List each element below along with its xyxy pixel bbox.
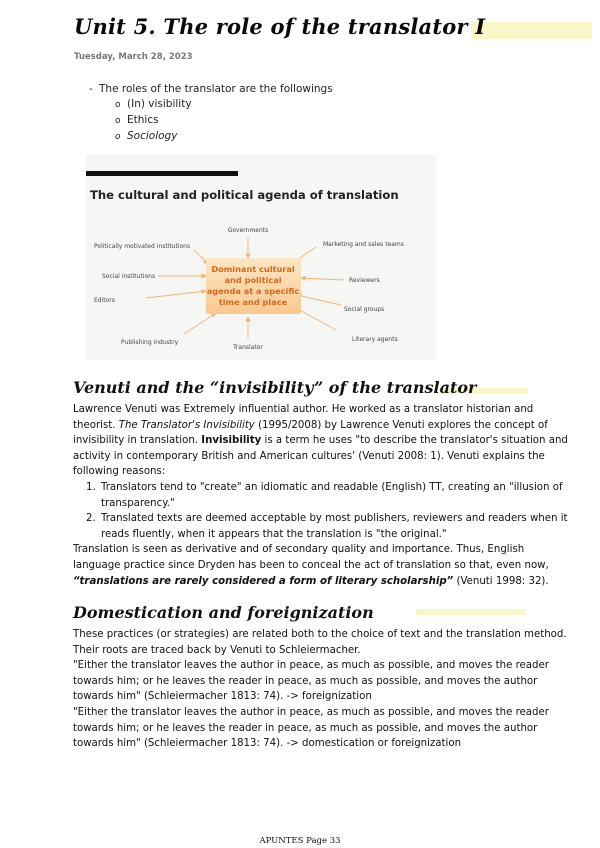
center-label-1: Dominant cultural xyxy=(211,264,295,274)
node-governments: Governments xyxy=(227,227,269,234)
term-invisibility: Invisibility xyxy=(201,435,262,447)
title-highlight xyxy=(471,22,592,39)
node-social-groups: Social groups xyxy=(344,306,385,313)
center-label-3: agenda at a specific xyxy=(206,286,300,296)
node-literary-agents: Literary agents xyxy=(352,336,398,343)
book-title: The Translator's Invisibility xyxy=(118,419,255,431)
venuti-paragraph-2: Translation is seen as derivative and of secondary quality and importance. Thus, English language practice since Dryden has been to conceal the act of translation so that, even now, “translations are rarely considered a form of literary scholarship” (Venuti 1998: 32). xyxy=(73,544,549,587)
node-editors: Editors xyxy=(94,297,115,304)
schleiermacher-quote-2: "Either the translator leaves the author in peace, as much as possible, and moves the reader towards him; or he leaves the reader in peace, as much as possible, and moves the author towards him" (Schleiermacher 1813: 74). -> domestication or foreignization xyxy=(73,706,549,750)
diagram-title: The cultural and political agenda of translation xyxy=(90,188,399,202)
schleiermacher-quote-1: "Either the translator leaves the author in peace, as much as possible, and moves the reader towards him; or he leaves the reader in peace, as much as possible, and moves the author towards him" (Schleiermacher 1813: 74). -> foreignization xyxy=(73,660,549,703)
venuti-section xyxy=(73,402,571,589)
venuti-paragraph-1: Lawrence Venuti was Extremely influential author. He worked as a translator historian and theorist. The Translator's Invisibility (1995/2008) by Lawrence Venuti explores the concept of invisibility in translation. Invisibility is a term he uses "to describe the translator's situation and activity in contemporary British and American cultures' (Venuti 2008: 1). Venuti explains the following reasons: xyxy=(73,404,568,478)
domestication-highlight xyxy=(416,609,526,615)
list-item: o (In) visibility xyxy=(115,97,389,113)
diagram-svg xyxy=(86,155,436,360)
list-item: o Ethics xyxy=(115,113,389,129)
node-publishing: Publishing industry xyxy=(121,339,179,346)
roles-list xyxy=(89,82,389,145)
center-label-2: and political xyxy=(224,275,282,285)
node-marketing: Marketing and sales teams xyxy=(323,241,404,248)
node-social-institutions: Social institutions xyxy=(102,273,156,280)
scholarship-quote: “translations are rarely considered a form of literary scholarship” xyxy=(73,575,454,587)
dash-bullet: - xyxy=(89,83,93,95)
node-translator: Translator xyxy=(233,344,263,351)
node-reviewers: Reviewers xyxy=(349,277,380,284)
page-footer: APUNTES Page 33 xyxy=(259,836,341,846)
list-item: 1. Translators tend to "create" an idiomatic and readable (English) TT, creating an "illusion of transparency." xyxy=(99,480,571,511)
domestication-heading: Domestication and foreignization xyxy=(73,603,374,622)
domestication-section xyxy=(73,627,571,752)
node-politically-motivated: Politically motivated institutions xyxy=(94,243,191,250)
domestication-paragraph: These practices (or strategies) are related both to the choice of text and the translation method. Their roots are traced back by Venuti to Schleiermacher. xyxy=(73,629,567,656)
venuti-heading: Venuti and the “invisibility” of the translator xyxy=(73,378,477,397)
list-item: 2. Translated texts are deemed acceptable by most publishers, reviewers and readers when it reads fluently, when it appears that the translation is "the original." xyxy=(99,511,571,542)
page-date: Tuesday, March 28, 2023 xyxy=(74,52,193,62)
agenda-diagram xyxy=(86,155,436,360)
page-title: Unit 5. The role of the translator I xyxy=(74,14,486,39)
list-item: o Sociology xyxy=(115,129,389,145)
center-label-4: time and place xyxy=(218,297,288,307)
roles-items xyxy=(89,97,389,145)
roles-intro: - The roles of the translator are the followings xyxy=(89,83,333,95)
reasons-list xyxy=(73,480,571,542)
